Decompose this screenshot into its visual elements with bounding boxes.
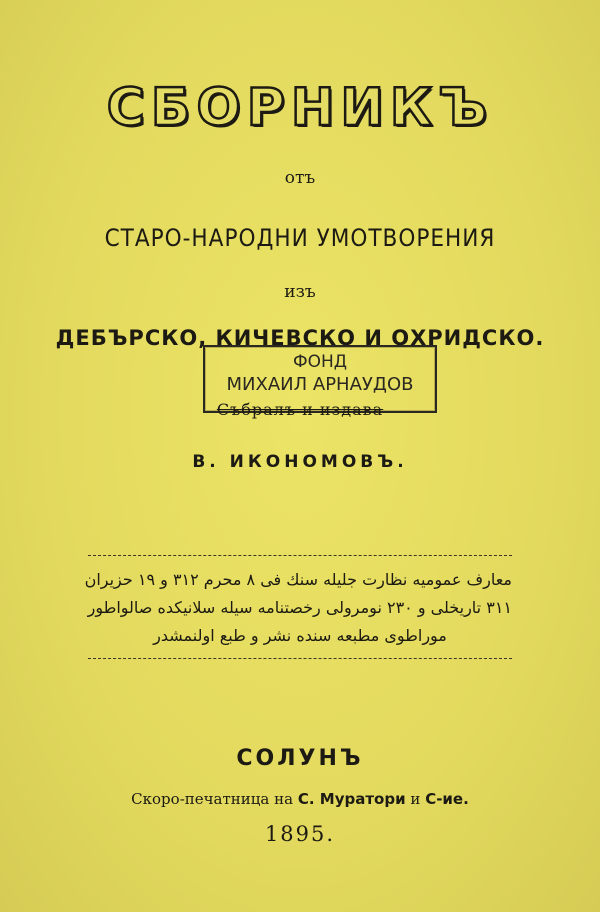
year: 1895. [264,822,336,846]
printer-name: С. Муратори [297,790,406,808]
printer-prefix: Скоро-печатница на [131,790,294,808]
subtitle: СТАРО-НАРОДНИ УМОТВОРЕНИЯ [104,224,496,252]
of-word: изъ [284,282,316,302]
printer-mid: и [410,790,421,808]
city: СОЛУНЪ [236,746,364,771]
ottoman-permit-box [84,555,512,659]
collected-by: Събралъ и издава [216,400,384,419]
printer-suffix: С-ие. [425,790,469,808]
from-word: отъ [284,168,316,188]
book-title: СБОРНИКЪ [106,78,494,138]
permit-line-2: ٣١١ تاريخلى و ٢٣٠ نومرولى رخصتنامه سيله سلانيكده صالواطور [87,598,512,617]
permit-line-3: موراطوى مطبعه سنده نشر و طبع اولنمشدر [153,626,447,645]
permit-line-1: معارف عموميه نظارت جليله سنك فى ٨ محرم ٣١٢ و ١٩ حزيران [84,570,512,589]
stamp-line-2: МИХАИЛ АРНАУДОВ [226,374,414,395]
regions-line: ДЕБЪРСКО, КИЧЕВСКО И ОХРИДСКО. [55,326,545,350]
stamp-line-1: ФОНД [292,352,348,372]
printer-line [0,790,600,808]
author-name: В. ИКОНОМОВЪ. [192,452,408,472]
